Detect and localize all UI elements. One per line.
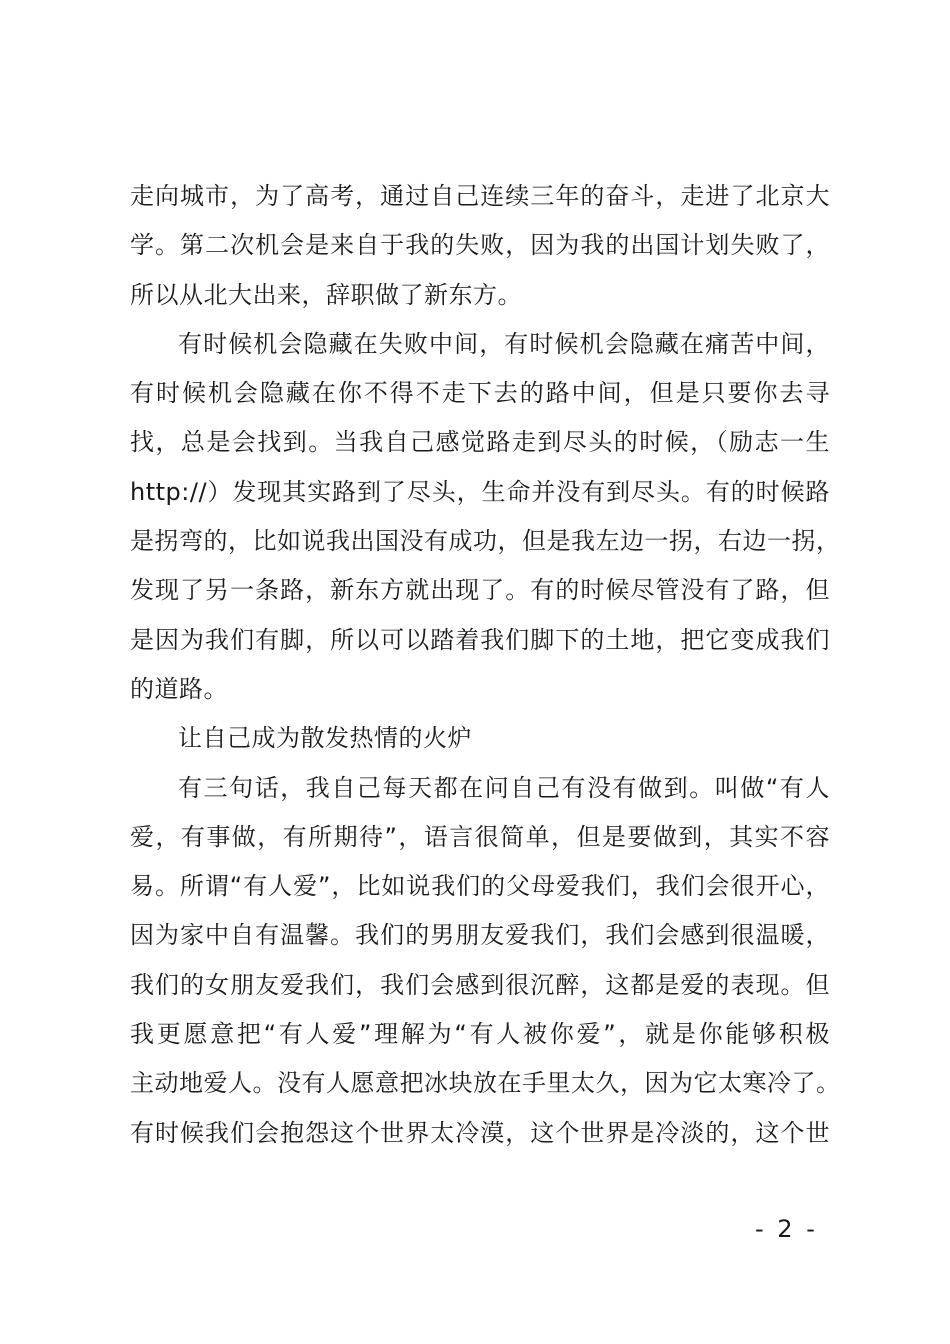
section-heading: 让自己成为散发热情的火炉 [178,724,472,753]
text-line: 有时候我们会抱怨这个世界太冷漠，这个世界是冷淡的，这个世 [130,1118,830,1147]
text-line: 主动地爱人。没有人愿意把冰块放在手里太久，因为它太寒冷了。 [130,1069,841,1098]
text-line: 我更愿意把“有人爱”理解为“有人被你爱”，就是你能够积极 [130,1020,830,1049]
text-line: 爱，有事做，有所期待”，语言很简单，但是要做到，其实不容 [130,822,830,851]
text-line: 走向城市，为了高考，通过自己连续三年的奋斗，走进了北京大 [130,182,830,210]
text-line: 我们的女朋友爱我们，我们会感到很沉醉，这都是爱的表现。但 [130,970,830,999]
text-line: 找，总是会找到。当我自己感觉路走到尽头的时候，（励志一生 [130,428,830,457]
page-number: - 2 - [755,1215,815,1243]
text-line: 有时候机会隐藏在失败中间，有时候机会隐藏在痛苦中间， [178,329,830,358]
text-line: 是拐弯的，比如说我出国没有成功，但是我左边一拐，右边一拐， [130,527,841,556]
text-line: 因为家中自有温馨。我们的男朋友爱我们，我们会感到很温暖， [130,921,830,950]
text-line: 所以从北大出来，辞职做了新东方。 [130,280,522,309]
text-line: 有时候机会隐藏在你不得不走下去的路中间，但是只要你去寻 [130,379,830,408]
text-line: 易。所谓“有人爱”，比如说我们的父母爱我们，我们会很开心， [130,872,830,901]
text-line: 发现了另一条路，新东方就出现了。有的时候尽管没有了路，但 [130,576,830,605]
text-line: 学。第二次机会是来自于我的失败，因为我的出国计划失败了， [130,231,830,260]
body-text [130,172,841,1158]
text-line: 有三句话，我自己每天都在问自己有没有做到。叫做“有人 [178,773,830,802]
text-line: http://）发现其实路到了尽头，生命并没有到尽头。有的时候路 [130,477,830,506]
text-line: 是因为我们有脚，所以可以踏着我们脚下的土地，把它变成我们 [130,625,830,654]
text-line: 的道路。 [130,674,228,703]
